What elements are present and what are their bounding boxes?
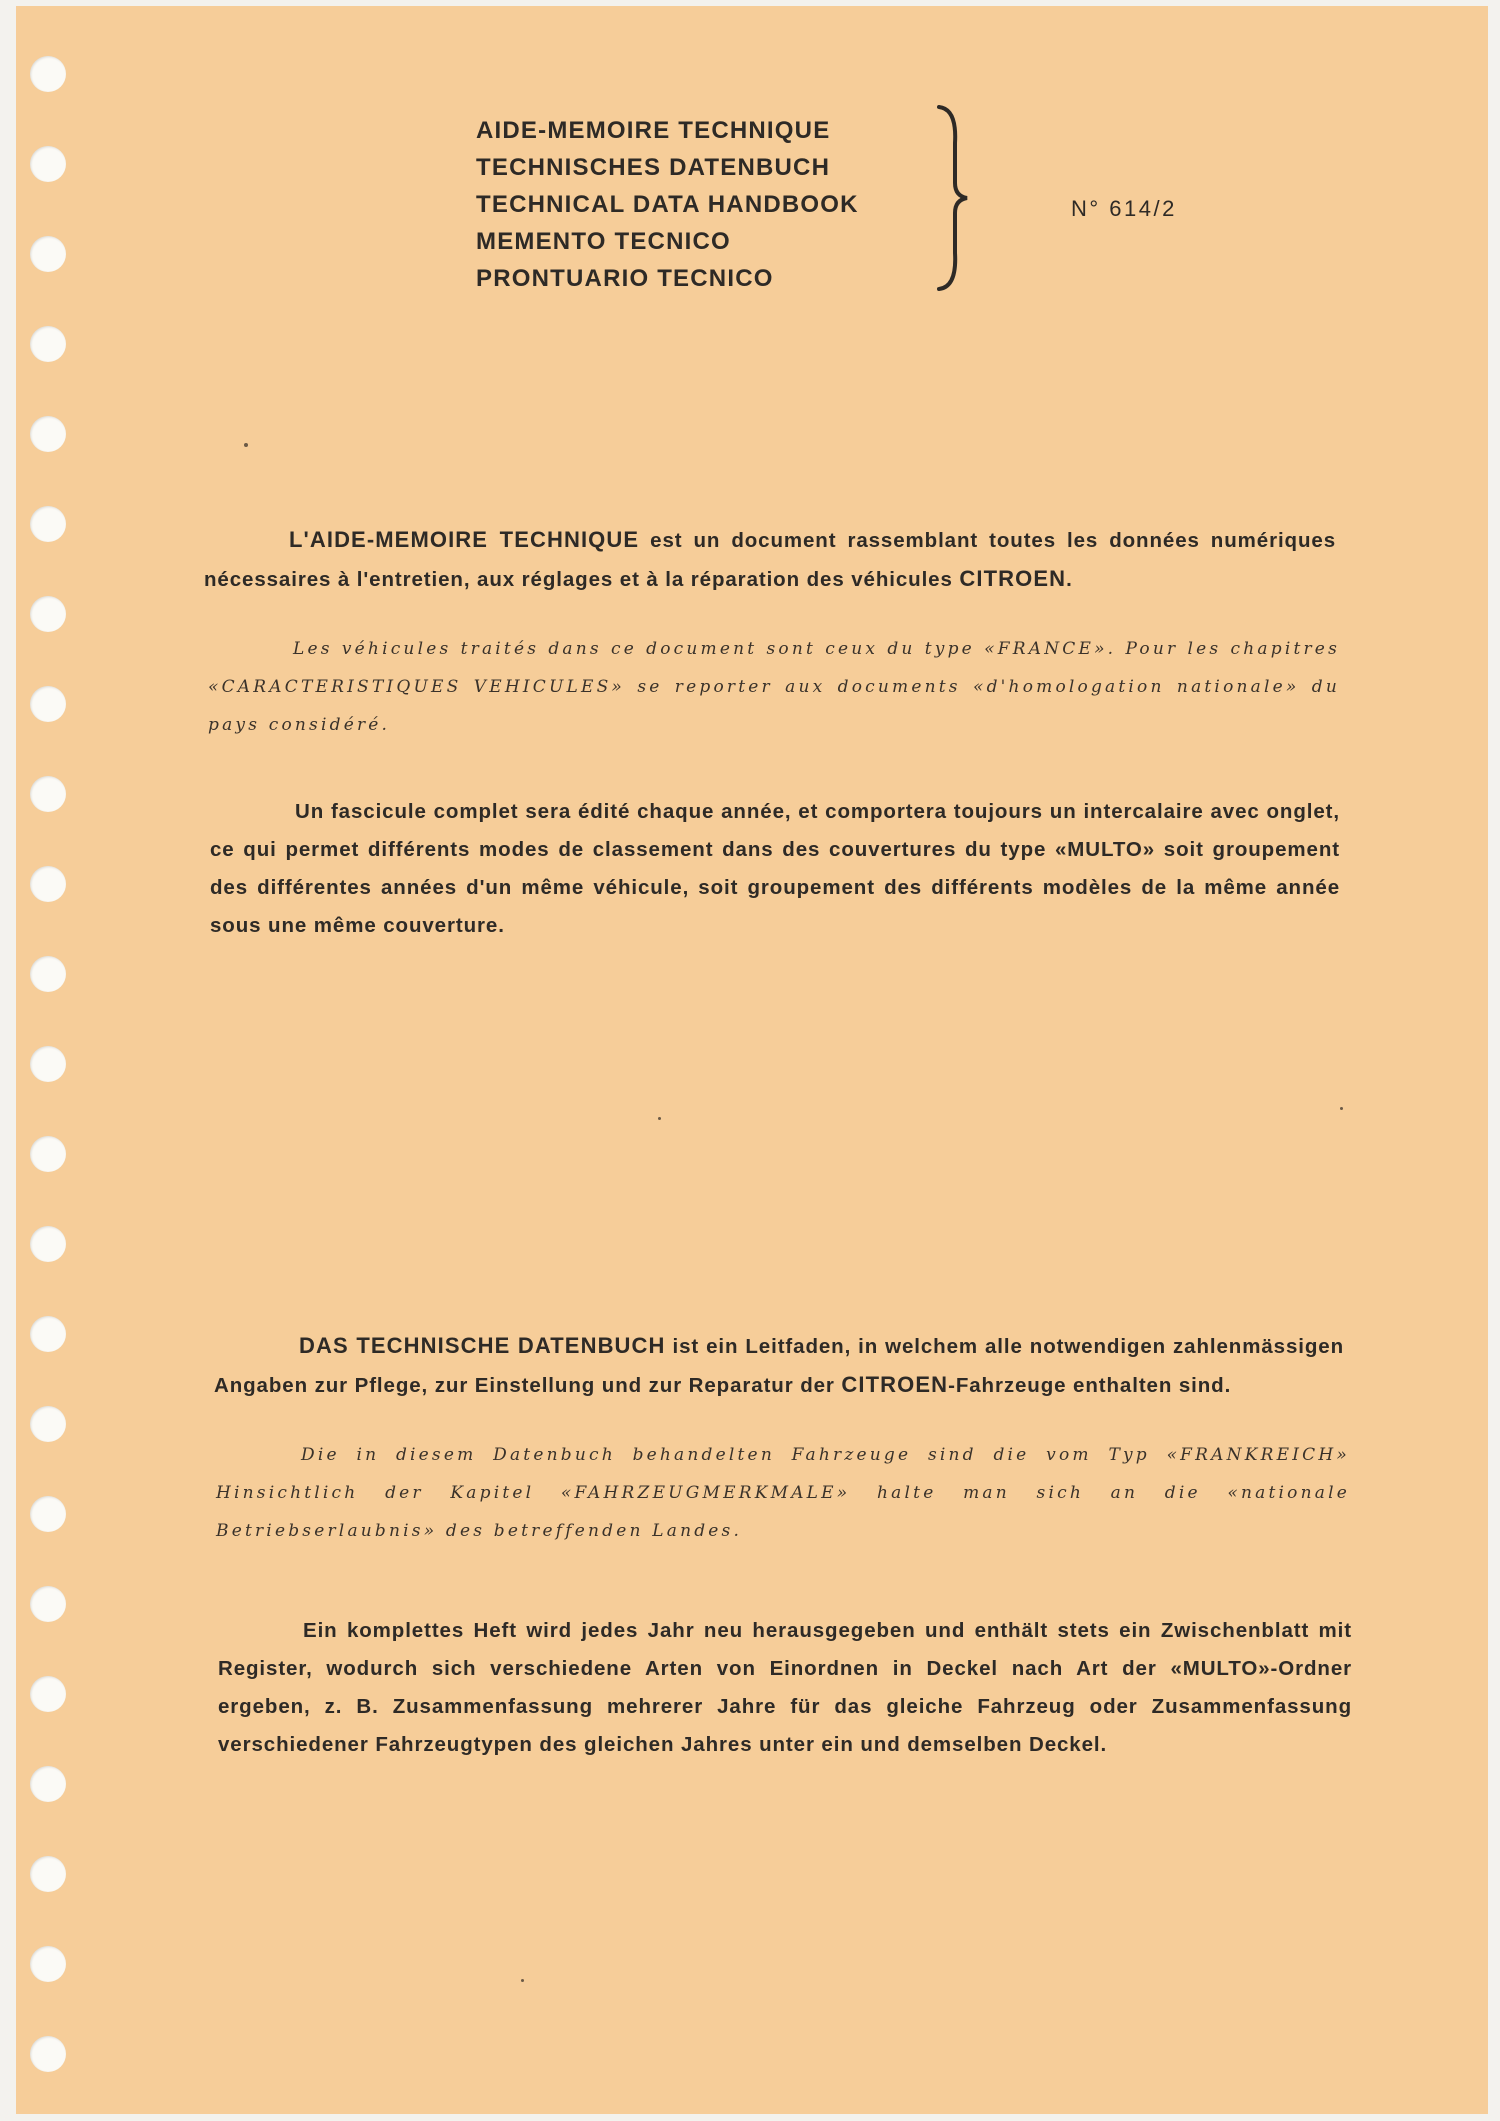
binder-hole (30, 506, 66, 542)
scan-speck (1340, 1107, 1343, 1110)
german-heft (218, 1612, 1352, 1764)
intro-end-de: -Fahrzeuge enthalten sind. (948, 1374, 1232, 1397)
scan-speck (244, 443, 248, 447)
binder-hole (30, 416, 66, 452)
binder-hole (30, 866, 66, 902)
title-french: AIDE-MEMOIRE TECHNIQUE (476, 117, 831, 144)
title-english: TECHNICAL DATA HANDBOOK (476, 191, 859, 218)
scan-speck (521, 1979, 524, 1982)
binder-hole (30, 1586, 66, 1622)
binder-hole (30, 1136, 66, 1172)
right-brace (935, 103, 971, 293)
binder-hole (30, 1766, 66, 1802)
title-spanish: MEMENTO TECNICO (476, 228, 731, 255)
title-italian: PRONTUARIO TECNICO (476, 265, 774, 292)
french-fascicule (210, 793, 1340, 945)
binder-hole (30, 596, 66, 632)
binder-hole (30, 1946, 66, 1982)
intro-end-fr: . (1066, 568, 1073, 591)
binder-hole (30, 956, 66, 992)
binder-hole (30, 146, 66, 182)
binder-hole (30, 236, 66, 272)
scan-speck (658, 1117, 661, 1120)
binder-hole (30, 1406, 66, 1442)
fascicule-text: Un fascicule complet sera édité chaque année, et comportera toujours un intercalaire avec onglet, ce qui permet différents modes de classement dans des couvertures du type «MULTO» soit groupement des différentes années d'un même véhicule, soit groupement des différents modèles de la même année sous une même couverture. (210, 800, 1340, 937)
title-german: TECHNISCHES DATENBUCH (476, 154, 831, 181)
binder-hole (30, 776, 66, 812)
french-intro (204, 521, 1336, 599)
intro-lead-de: DAS TECHNISCHE DATENBUCH (299, 1333, 666, 1358)
binder-hole (30, 1316, 66, 1352)
binder-hole (30, 1226, 66, 1262)
title-block (476, 112, 859, 297)
binder-hole (30, 686, 66, 722)
binder-hole (30, 1046, 66, 1082)
binder-hole (30, 326, 66, 362)
intro-text-fr: est un document rassemblant toutes les données numériques nécessaires à l'entretien, aux réglages et à la réparation des véhicules (204, 529, 1336, 591)
heft-text: Ein komplettes Heft wird jedes Jahr neu herausgegeben und enthält stets ein Zwischenblatt mit Register, wodurch sich verschiedene Arten von Einordnen in Deckel nach Art der «MULTO»-Ordner ergeben, z. B. Zusammenfassung mehrerer Jahre für das gleiche Fahrzeug oder Zusammenfassung verschiedener Fahrzeugtypen des gleichen Jahres unter ein und demselben Deckel. (218, 1619, 1352, 1756)
intro-text-de: ist ein Leitfaden, in welchem alle notwendigen zahlenmässigen Angaben zur Pflege, zur Einstellung und zur Reparatur der (214, 1335, 1345, 1397)
german-intro (214, 1327, 1344, 1405)
document-number: N° 614/2 (1071, 196, 1177, 221)
french-note (208, 630, 1340, 744)
binder-hole (30, 56, 66, 92)
brand-citroen-de: CITROEN (841, 1372, 949, 1397)
intro-lead-fr: L'AIDE-MEMOIRE TECHNIQUE (289, 527, 640, 552)
binder-hole (30, 1676, 66, 1712)
note-text-fr: Les véhicules traités dans ce document sont ceux du type «FRANCE». Pour les chapitres «CARACTERISTIQUES VEHICULES» se reporter aux documents «d'homologation nationale» du pays considéré. (208, 639, 1340, 735)
note-text-de: Die in diesem Datenbuch behandelten Fahrzeuge sind die vom Typ «FRANKREICH» Hinsichtlich der Kapitel «FAHRZEUGMERKMALE» halte man sich an die «nationale Betriebserlaubnis» des betreffenden Landes. (216, 1445, 1350, 1541)
binder-hole (30, 1496, 66, 1532)
document-page (16, 6, 1488, 2114)
german-note (216, 1436, 1350, 1550)
binder-hole (30, 2036, 66, 2072)
binder-hole (30, 1856, 66, 1892)
brand-citroen-fr: CITROEN (959, 566, 1067, 591)
